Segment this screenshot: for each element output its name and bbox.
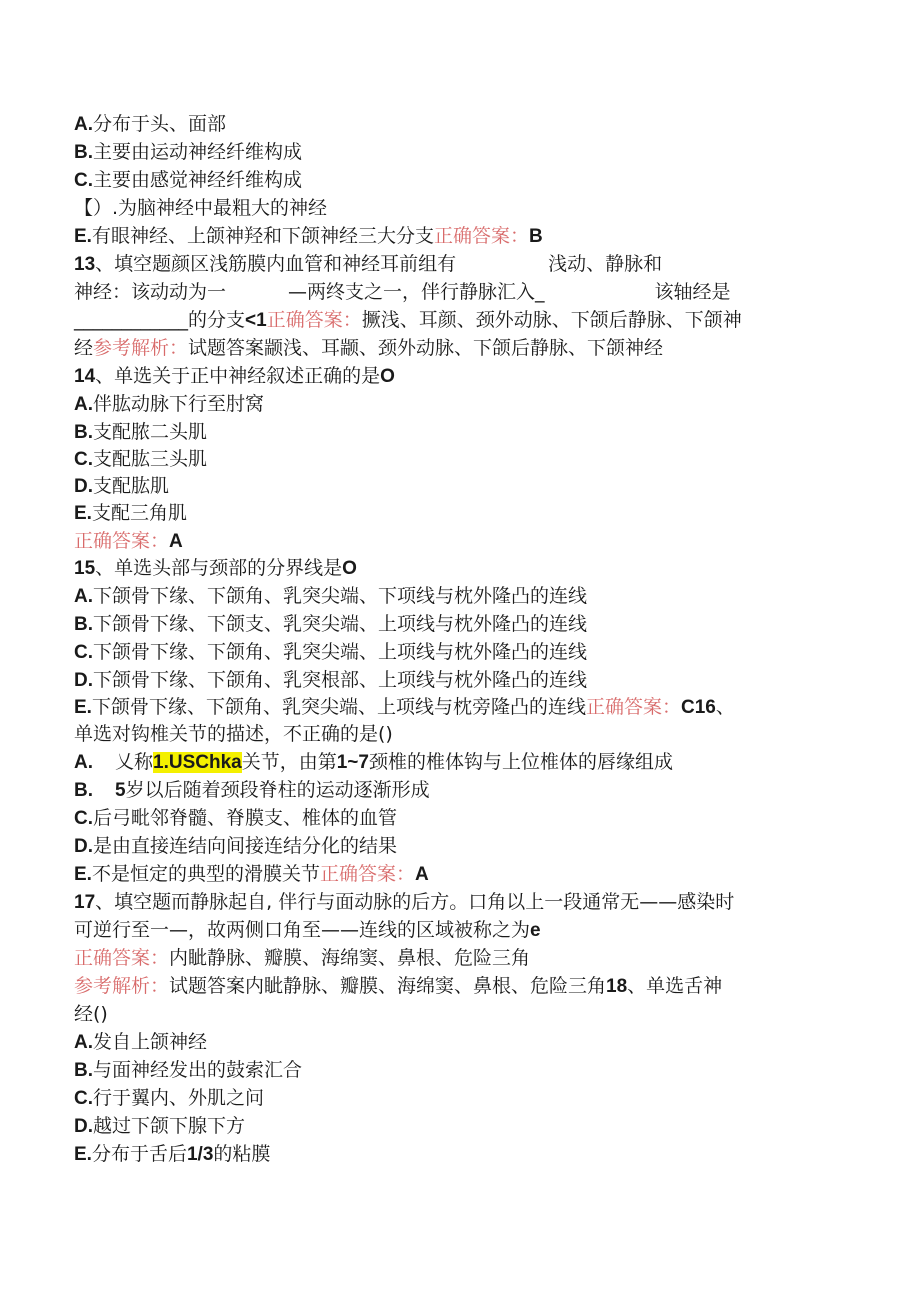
- q14-answer: [74, 528, 854, 555]
- q13-answer-line: ____________的分支<1正确答案：撅浅、耳颜、颈外动脉、下颌后静脉、下颌神: [74, 309, 742, 331]
- q12-option-c: C.主要由感觉神经纤维构成: [74, 169, 303, 191]
- q18-option-e: E.分布于舌后1/3的粘膜: [74, 1143, 271, 1165]
- q13-stem: 13、填空题颜区浅筋膜内血管和神经耳前组有 浅动、静脉和: [74, 253, 663, 275]
- answer-value: A: [414, 864, 429, 885]
- q14-option-a: A.伴肱动脉下行至肘窝: [74, 393, 265, 415]
- answer-label: 正确答案：: [74, 530, 170, 552]
- q14-option-b: B.支配脓二头肌: [74, 421, 208, 443]
- q17-answer: [74, 945, 854, 972]
- answer-value: A: [169, 531, 183, 552]
- q14-option-c: C.支配肱三头肌: [74, 448, 208, 470]
- q15-stem: 15、单选头部与颈部的分界线是O: [74, 557, 357, 579]
- analysis-label: 参考解析：: [74, 975, 170, 997]
- q16-stem: 单选对钩椎关节的描述，不正确的是(): [74, 723, 393, 745]
- answer-label: 正确答案：: [585, 696, 681, 718]
- q13-stem-line2: 神经：该动动为一 —两终支之一，伴行静脉汇入_ 该轴经是: [74, 281, 731, 303]
- q14-stem: 14、单选关于正中神经叙述正确的是O: [74, 365, 395, 387]
- q12-option-e: E.有眼神经、上颌神羟和下颌神经三大分支正确答案：B: [74, 225, 543, 247]
- q12-option-a: A.分布于头、面部: [74, 113, 227, 135]
- q18-option-b: B.与面神经发出的鼓索汇合: [74, 1059, 303, 1081]
- analysis-label: 参考解析：: [93, 337, 189, 359]
- q18-option-d: D.越过下颌下腺下方: [74, 1115, 246, 1137]
- q13-analysis: 经参考解析：试题答案颛浅、耳颛、颈外动脉、下颌后静脉、下颌神经: [74, 337, 664, 359]
- q17-analysis: 参考解析：试题答案内眦静脉、瓣膜、海绵窦、鼻根、危险三角18、单选舌神: [74, 975, 723, 997]
- q18-option-c: C.行于翼内、外肌之问: [74, 1087, 265, 1109]
- answer-value: 内眦静脉、瓣膜、海绵窦、鼻根、危险三角: [169, 947, 531, 969]
- answer-label: 正确答案：: [74, 947, 170, 969]
- answer-label: 正确答案：: [433, 225, 529, 247]
- q16-option-d: D.是由直接连结向间接连结分化的结果: [74, 835, 398, 857]
- q15-option-b: B.下颌骨下缘、下颌支、乳突尖端、上项线与枕外隆凸的连线: [74, 613, 588, 635]
- q14-option-d: D.支配肱肌: [74, 475, 170, 497]
- highlighted-text: 1.USChka: [153, 752, 242, 773]
- q16-option-b: B. 5岁以后随着颈段脊柱的运动逐渐形成: [74, 779, 430, 801]
- q15-option-a: A.下颌骨下缘、下颌角、乳突尖端、下项线与枕外隆凸的连线: [74, 585, 588, 607]
- answer-value: 撅浅、耳颜、颈外动脉、下颌后静脉、下颌神: [361, 309, 742, 331]
- q16-option-e: E.不是恒定的典型的滑膜关节正确答案：A: [74, 863, 429, 885]
- answer-value: B: [528, 226, 543, 247]
- q16-option-a: A. 乂称1.USChka关节，由第1~7颈椎的椎体钩与上位椎体的唇缘组成: [74, 751, 673, 773]
- q17-stem-line2: 可逆行至一—，故两侧口角至——连线的区域被称之为e: [74, 919, 541, 941]
- q18-option-a: A.发自上颌神经: [74, 1031, 208, 1053]
- answer-label: 正确答案：: [319, 863, 415, 885]
- q12-option-b: B.主要由运动神经纤维构成: [74, 141, 303, 163]
- q12-option-d: 【）.为脑神经中最粗大的神经: [74, 197, 328, 219]
- q17-stem: 17、填空题而静脉起自, 伴行与面动脉的后方。口角以上一段通常无——感染时: [74, 891, 735, 913]
- q15-option-c: C.下颌骨下缘、下颌角、乳突尖端、上项线与枕外隆凸的连线: [74, 641, 588, 663]
- q18-stem: 经(): [74, 1003, 108, 1025]
- answer-label: 正确答案：: [266, 309, 362, 331]
- q16-option-c: C.后弓毗邻脊髓、脊膜支、椎体的血管: [74, 807, 398, 829]
- answer-value: C16: [680, 697, 716, 718]
- q15-option-e: E.下颌骨下缘、下颌角、乳突尖端、上项线与枕旁隆凸的连线正确答案：C16、: [74, 696, 735, 718]
- q15-option-d: D.下颌骨下缘、下颌角、乳突根部、上项线与枕外隆凸的连线: [74, 669, 588, 691]
- q14-option-e: E.支配三角肌: [74, 502, 187, 524]
